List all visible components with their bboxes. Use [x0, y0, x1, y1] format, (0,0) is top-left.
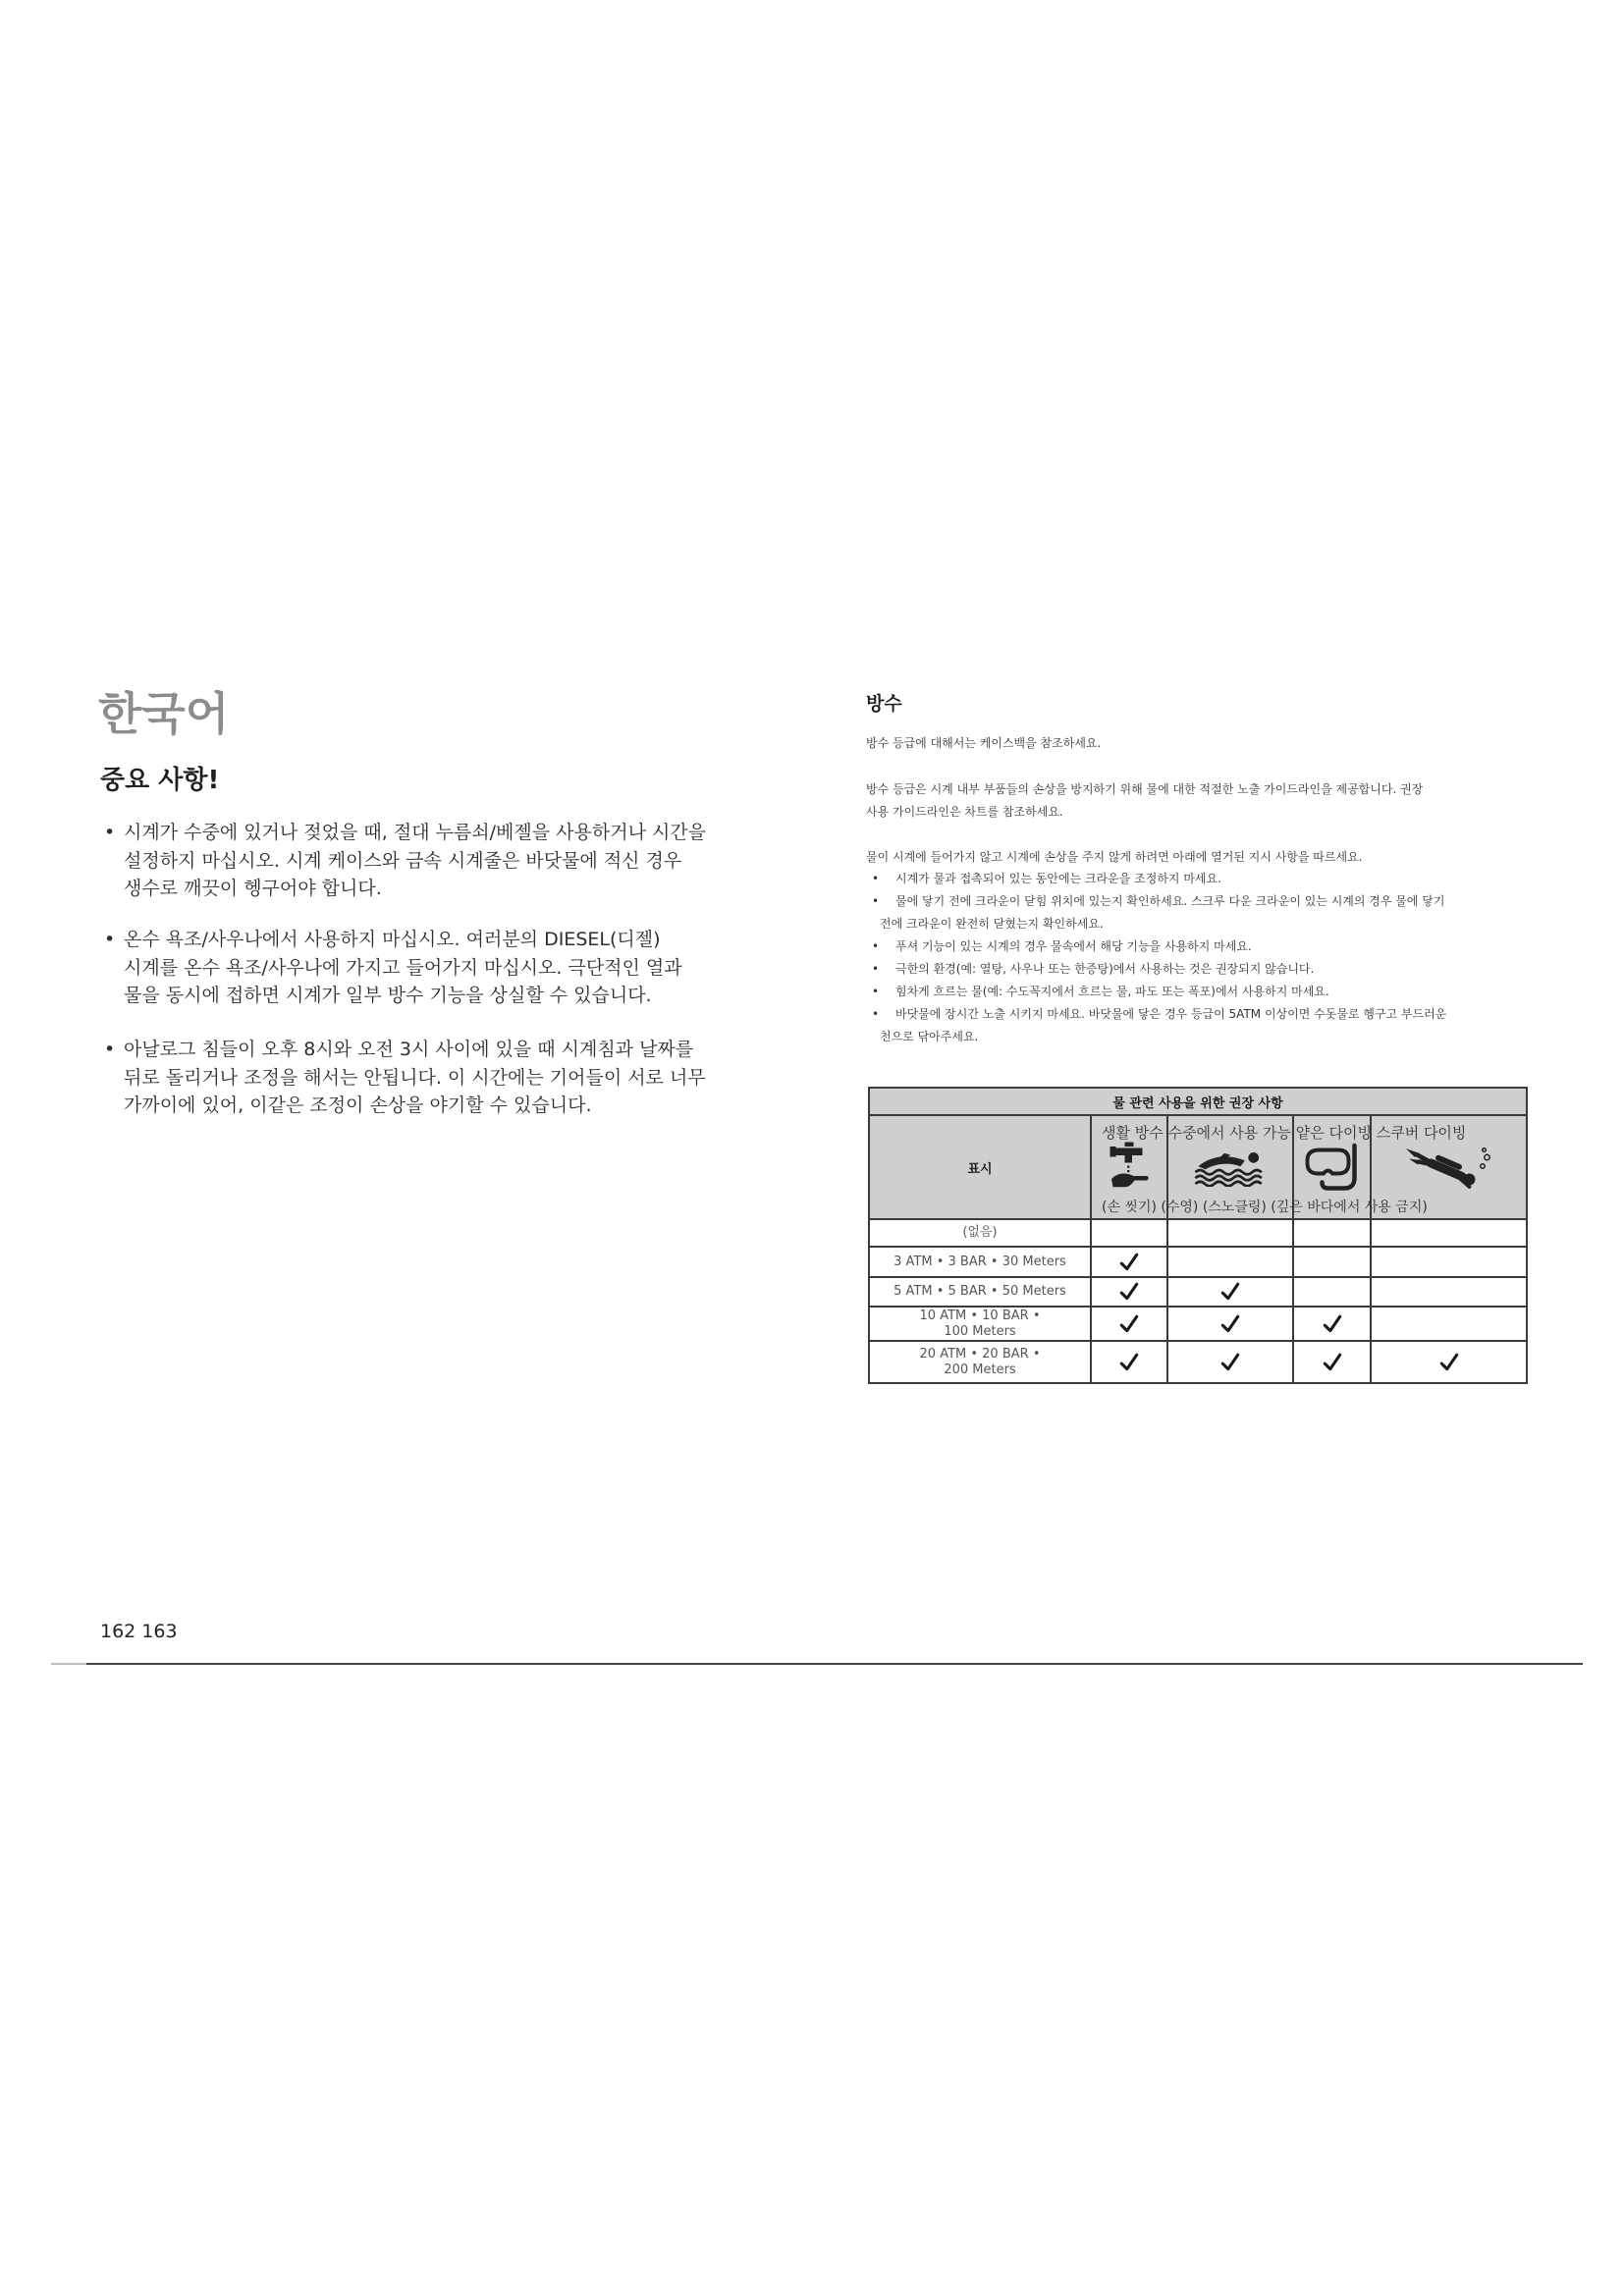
check-icon	[1219, 1313, 1241, 1335]
snorkel-mask-icon	[1303, 1143, 1362, 1193]
page-numbers: 162 163	[100, 1621, 178, 1642]
important-note-text: 시계가 수중에 있거나 젖었을 때, 절대 누름쇠/베젤을 사용하거나 시간을 설정하지 마십시오. 시계 케이스와 금속 시계줄은 바닷물에 적신 경우 생수로 깨끗이 헹구어야 합니다.	[124, 822, 707, 899]
table-cell	[1293, 1307, 1371, 1341]
check-icon	[1118, 1352, 1140, 1373]
check-icon	[1322, 1313, 1343, 1335]
bullet: •	[104, 929, 116, 950]
table-cell	[1091, 1247, 1167, 1277]
instruction-item	[866, 868, 1573, 890]
table-row	[869, 1341, 1527, 1383]
table-cell	[1091, 1307, 1167, 1341]
usage-level-examples: (손 씻기) (수영) (스노클링) (깊은 바다에서 사용 금지)	[1102, 1200, 1428, 1215]
swimmer-icon	[1192, 1148, 1269, 1187]
row-label: 20 ATM • 20 BAR • 200 Meters	[869, 1341, 1091, 1383]
bullet: •	[104, 1039, 116, 1060]
bullet: •	[872, 1007, 880, 1021]
table-title-row	[869, 1088, 1527, 1115]
table-cell	[1293, 1277, 1371, 1307]
table-title: 물 관련 사용을 위한 권장 사항	[869, 1088, 1527, 1115]
row-label: 3 ATM • 3 BAR • 30 Meters	[869, 1247, 1091, 1277]
water-resistance-heading: 방수	[866, 693, 902, 715]
instruction-text: 시계가 물과 접촉되어 있는 동안에는 크라운을 조정하지 마세요.	[895, 872, 1221, 885]
row-label: 5 ATM • 5 BAR • 50 Meters	[869, 1277, 1091, 1307]
instruction-item	[866, 958, 1573, 981]
check-icon	[1322, 1352, 1343, 1373]
table-cell	[1371, 1307, 1527, 1341]
scuba-diver-icon	[1403, 1146, 1494, 1190]
row-label: (없음)	[869, 1219, 1091, 1247]
instructions-lead: 물이 시계에 들어가지 않고 시계에 손상을 주지 않게 하려면 아래에 열거된 지시 사항을 따르세요.	[866, 850, 1363, 864]
bullet: •	[104, 822, 116, 843]
bullet: •	[872, 894, 880, 908]
table-cell	[1167, 1219, 1293, 1247]
table-cell	[1293, 1341, 1371, 1383]
table-row	[869, 1307, 1527, 1341]
bullet: •	[872, 872, 880, 885]
faucet-icon	[1107, 1141, 1152, 1194]
instruction-list	[866, 868, 1573, 1048]
footer-divider	[51, 1663, 1583, 1665]
language-title: 한국어	[98, 687, 230, 740]
table-cell	[1371, 1341, 1527, 1383]
important-note-text: 아날로그 침들이 오후 8시와 오전 3시 사이에 있을 때 시계침과 날짜를 뒤로 돌리거나 조정을 해서는 안됩니다. 이 시간에는 기어들이 서로 너무 가까이에 있어, 이같은 조정이 손상을 야기할 수 있습니다.	[124, 1039, 706, 1116]
check-icon	[1118, 1281, 1140, 1303]
caseback-note: 방수 등급에 대해서는 케이스백을 참조하세요.	[866, 736, 1102, 750]
instruction-text: 물에 닿기 전에 크라운이 닫힘 위치에 있는지 확인하세요. 스크루 다운 크라운이 있는 시계의 경우 물에 닿기 전에 크라운이 완전히 닫혔는지 확인하세요.	[880, 894, 1445, 931]
important-note-item	[100, 819, 817, 903]
important-note-text: 온수 욕조/사우나에서 사용하지 마십시오. 여러분의 DIESEL(디젤) 시계를 온수 욕조/사우나에 가지고 들어가지 마십시오. 극단적인 열과 물을 동시에 접하면 시계가 일부 방수 기능을 상실할 수 있습니다.	[124, 929, 682, 1006]
table-cell	[1091, 1341, 1167, 1383]
instruction-text: 극한의 환경(예: 열탕, 사우나 또는 한증탕)에서 사용하는 것은 권장되지 않습니다.	[895, 962, 1315, 976]
usage-level-names: 생활 방수 수중에서 사용 가능 얕은 다이빙 스쿠버 다이빙	[1102, 1124, 1467, 1142]
bullet: •	[872, 939, 880, 953]
table-cell	[1167, 1277, 1293, 1307]
table-cell	[1293, 1247, 1371, 1277]
marking-column-header: 표시	[869, 1115, 1091, 1219]
table-cell	[1167, 1341, 1293, 1383]
important-note-item	[100, 1036, 817, 1120]
table-row	[869, 1277, 1527, 1307]
instruction-text: 힘차게 흐르는 물(예: 수도꼭지에서 흐르는 물, 파도 또는 폭포)에서 사용하지 마세요.	[895, 985, 1329, 998]
bullet: •	[872, 985, 880, 998]
instruction-item	[866, 981, 1573, 1003]
bullet: •	[872, 962, 880, 976]
table-cell	[1091, 1277, 1167, 1307]
table-cell	[1167, 1307, 1293, 1341]
water-resistance-table	[868, 1087, 1526, 1384]
important-notes-title: 중요 사항!	[100, 766, 220, 795]
instruction-text: 푸셔 기능이 있는 시계의 경우 물속에서 해당 기능을 사용하지 마세요.	[895, 939, 1252, 953]
instruction-item	[866, 935, 1573, 958]
important-note-item	[100, 926, 817, 1010]
instruction-item	[866, 1003, 1573, 1048]
table-cell	[1371, 1219, 1527, 1247]
guideline-paragraph: 방수 등급은 시계 내부 부품들의 손상을 방지하기 위해 물에 대한 적절한 노출 가이드라인을 제공합니다. 권장 사용 가이드라인은 차트를 참조하세요.	[866, 782, 1424, 819]
instruction-item	[866, 890, 1573, 935]
check-icon	[1438, 1352, 1460, 1373]
table-cell	[1167, 1247, 1293, 1277]
check-icon	[1118, 1252, 1140, 1273]
table-cell	[1371, 1247, 1527, 1277]
row-label: 10 ATM • 10 BAR • 100 Meters	[869, 1307, 1091, 1341]
table-cell	[1293, 1219, 1371, 1247]
table-row	[869, 1219, 1527, 1247]
check-icon	[1219, 1352, 1241, 1373]
table-row	[869, 1247, 1527, 1277]
check-icon	[1118, 1313, 1140, 1335]
check-icon	[1219, 1281, 1241, 1303]
table-cell	[1091, 1219, 1167, 1247]
instruction-text: 바닷물에 장시간 노출 시키지 마세요. 바닷물에 닿은 경우 등급이 5ATM 이상이면 수돗물로 헹구고 부드러운 천으로 닦아주세요.	[880, 1007, 1447, 1043]
table-cell	[1371, 1277, 1527, 1307]
